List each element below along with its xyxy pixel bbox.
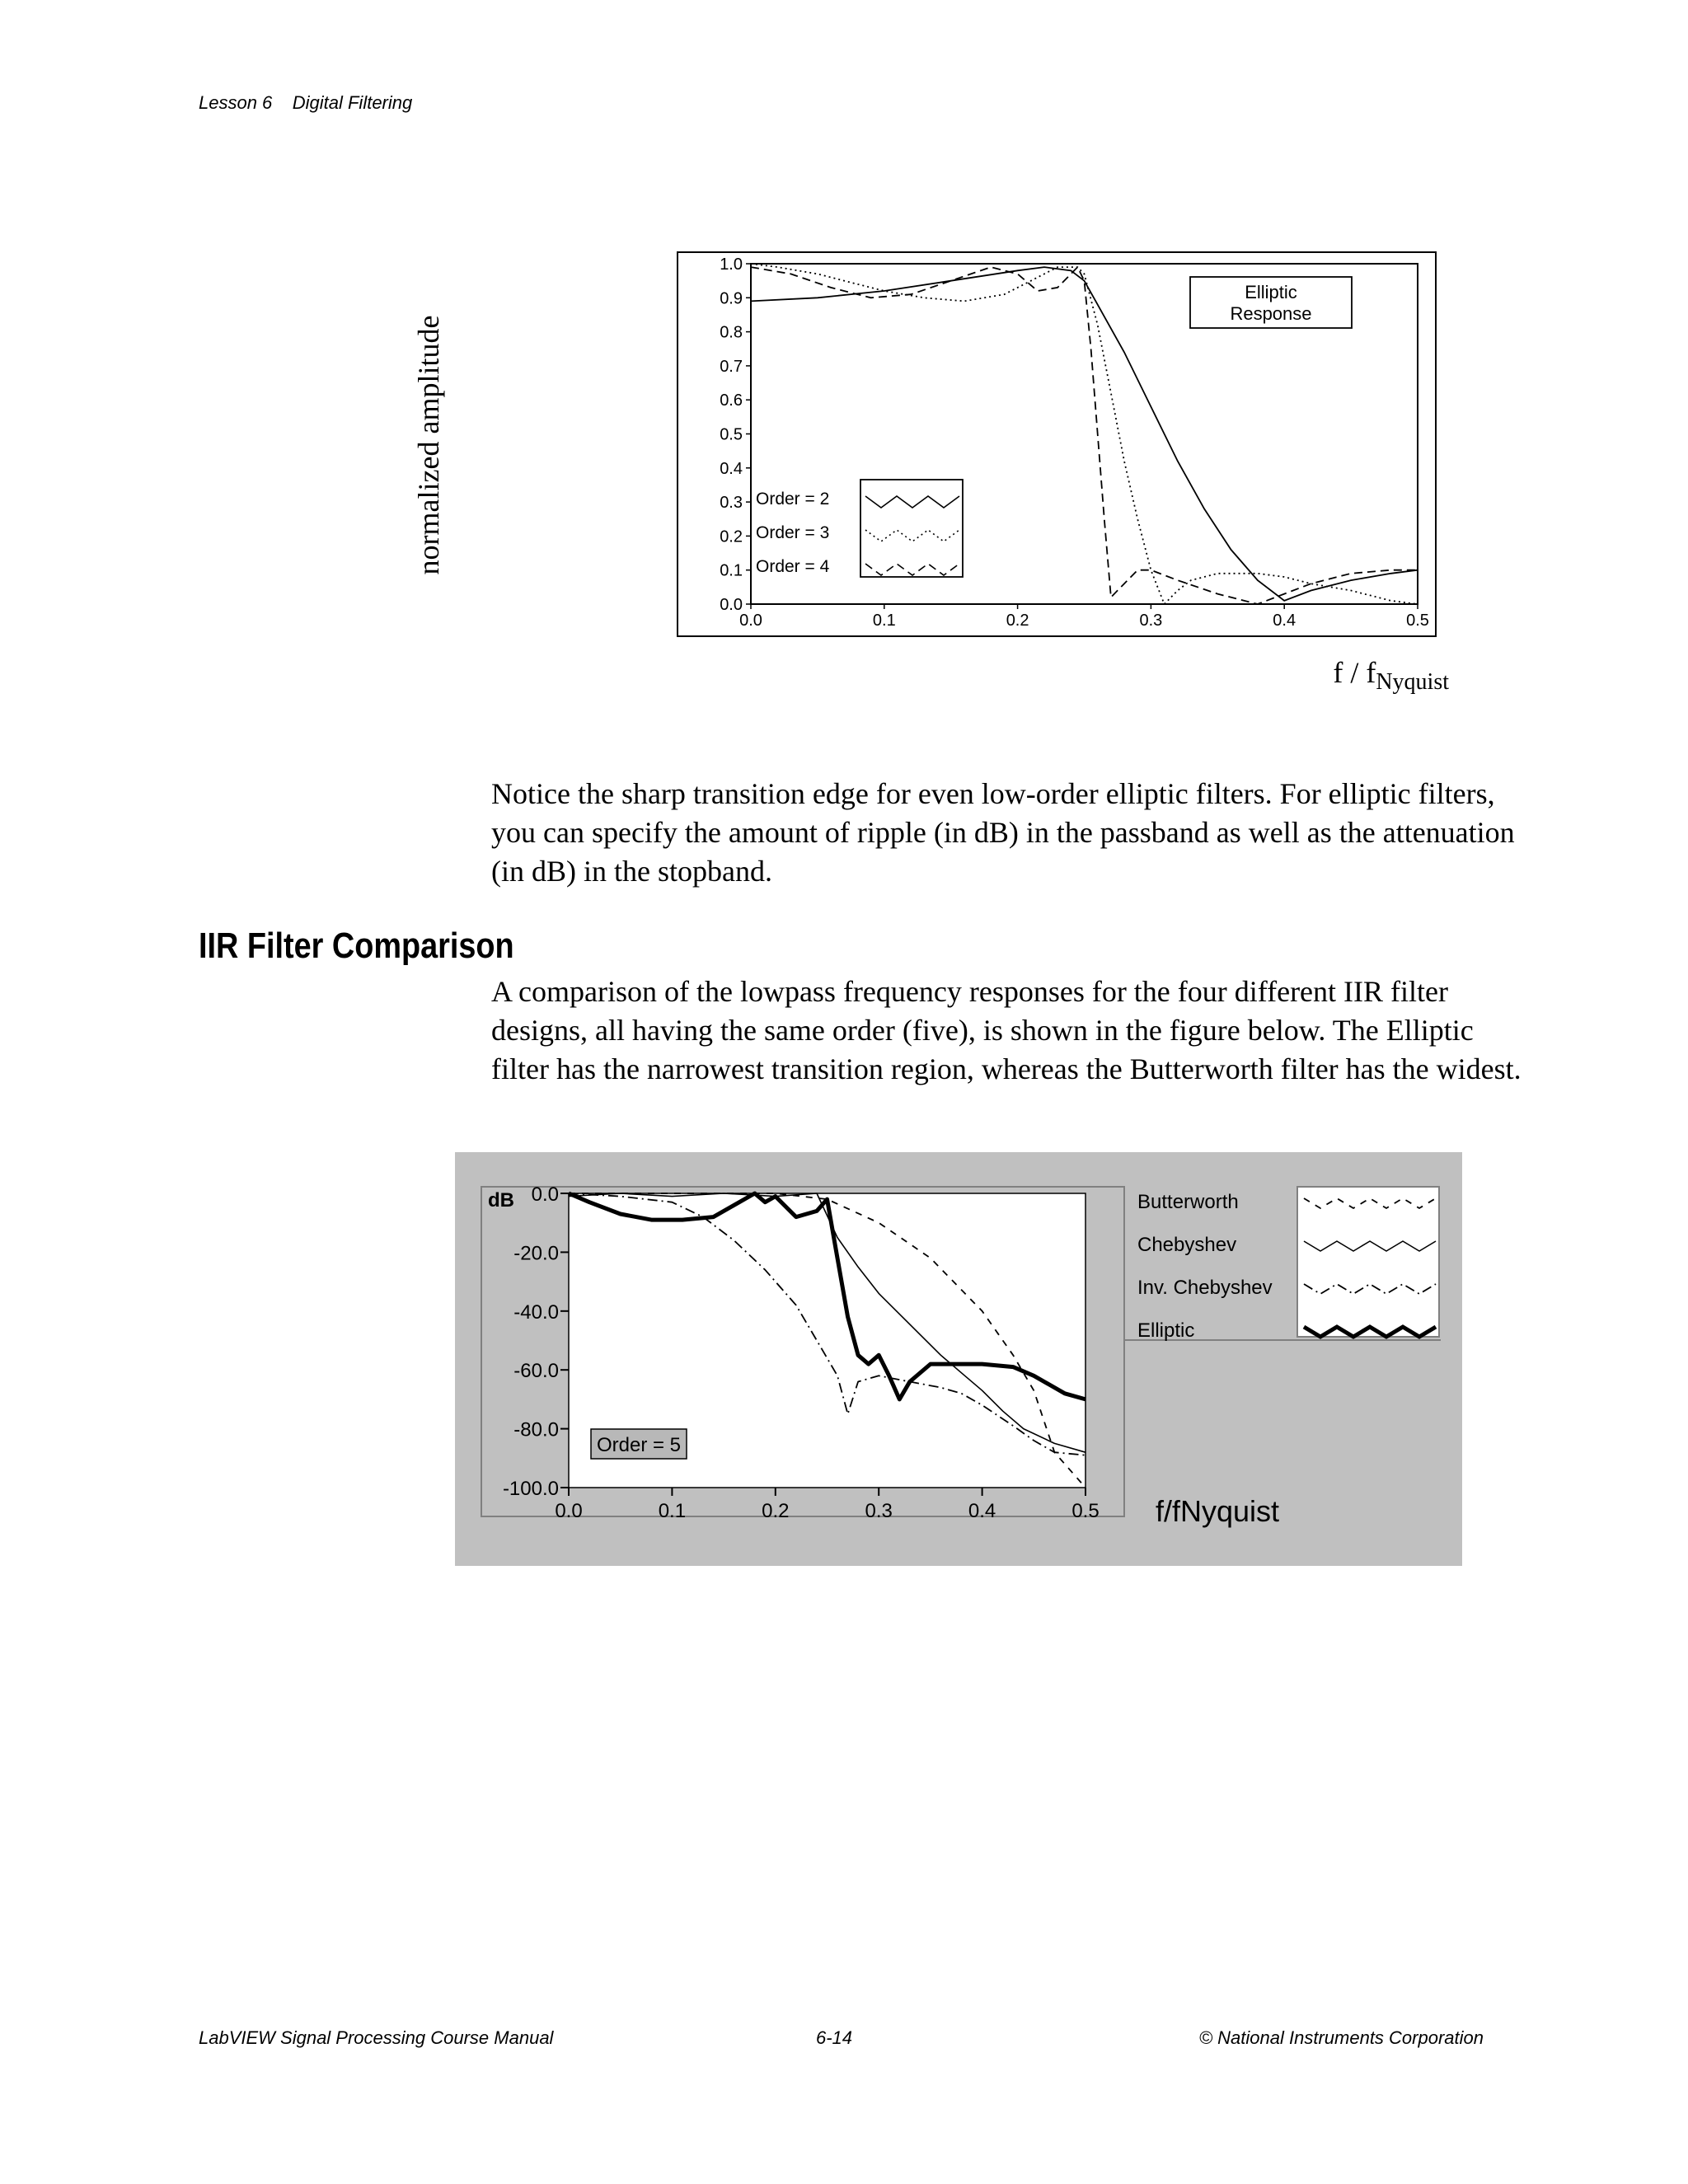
figure1-y-tick-label: 0.7 bbox=[720, 357, 743, 376]
figure2-legend-label: Inv. Chebyshev bbox=[1137, 1277, 1273, 1299]
figure2-y-tick-label: -80.0 bbox=[513, 1418, 559, 1441]
figure2-x-tick-label: 0.3 bbox=[865, 1500, 893, 1522]
figure2-x-tick-label: 0.0 bbox=[555, 1500, 583, 1522]
paragraph-elliptic-notice: Notice the sharp transition edge for even low-order elliptic filters. For elliptic filters, you can specify the amount of ripple (in dB) in the passband as well as the attenuation (in dB) in the stopband. bbox=[491, 777, 1515, 888]
footer-page-number: 6-14 bbox=[816, 2027, 853, 2048]
figure1-y-tick-label: 0.2 bbox=[720, 527, 743, 546]
figure2-y-tick-label: -40.0 bbox=[513, 1301, 559, 1324]
figure1-legend-label: Order = 4 bbox=[756, 557, 830, 576]
figure1-elliptic-response-chart bbox=[676, 247, 1459, 643]
figure1-y-tick-label: 0.6 bbox=[720, 391, 743, 410]
figure1-x-tick-label: 0.3 bbox=[1139, 612, 1163, 630]
figure2-y-tick-label: -20.0 bbox=[513, 1242, 559, 1265]
figure1-y-tick-label: 0.0 bbox=[720, 596, 743, 614]
figure1-title-line: Response bbox=[1230, 303, 1312, 324]
figure2-y-tick-label: -100.0 bbox=[502, 1478, 559, 1500]
figure2-legend-swatch-box bbox=[1297, 1187, 1439, 1337]
figure1-x-axis-label-main: f / f bbox=[1333, 656, 1376, 689]
figure1-x-tick-label: 0.0 bbox=[739, 612, 762, 630]
footer-copyright: © National Instruments Corporation bbox=[1198, 2027, 1484, 2048]
figure1-y-tick-label: 0.5 bbox=[720, 425, 743, 444]
paragraph-iir-comparison: A comparison of the lowpass frequency responses for the four different IIR filter designs, all having the same order (five), is shown in the figure below. The Elliptic filter has the narrowest transition region, whereas the Butterworth filter has the widest. bbox=[491, 975, 1522, 1085]
figure1-x-axis-label bbox=[1203, 655, 1449, 696]
figure2-y-tick-label: -60.0 bbox=[513, 1360, 559, 1383]
figure1-legend-box bbox=[860, 480, 963, 577]
figure2-x-tick-label: 0.5 bbox=[1071, 1500, 1100, 1522]
figure2-legend-label: Chebyshev bbox=[1137, 1234, 1237, 1256]
figure1-y-tick-label: 0.8 bbox=[720, 323, 743, 342]
figure1-x-tick-label: 0.1 bbox=[872, 612, 896, 630]
figure1-y-axis-label: normalized amplitude bbox=[412, 315, 445, 575]
figure2-order-annotation: Order = 5 bbox=[596, 1434, 682, 1456]
figure1-legend-label: Order = 2 bbox=[756, 490, 830, 509]
figure1-y-tick-label: 0.4 bbox=[720, 459, 743, 478]
figure2-x-axis-label: f/fNyquist bbox=[1156, 1494, 1280, 1528]
figure1-x-axis-label-sub: Nyquist bbox=[1376, 669, 1449, 695]
figure1-legend-label: Order = 3 bbox=[756, 523, 830, 542]
header-lesson: Lesson 6 bbox=[199, 92, 273, 113]
figure2-legend-label: Elliptic bbox=[1137, 1319, 1195, 1342]
figure1-y-tick-label: 0.9 bbox=[720, 289, 743, 308]
figure2-x-tick-label: 0.4 bbox=[968, 1500, 996, 1522]
figure1-x-tick-label: 0.4 bbox=[1273, 612, 1296, 630]
figure2-y-axis-label: dB bbox=[488, 1189, 514, 1212]
figure2-y-tick-label: 0.0 bbox=[531, 1183, 559, 1206]
figure2-legend-label: Butterworth bbox=[1137, 1191, 1239, 1213]
figure2-iir-comparison-chart bbox=[455, 1152, 1462, 1566]
figure1-y-tick-label: 1.0 bbox=[720, 255, 743, 274]
header-title: Digital Filtering bbox=[292, 92, 413, 113]
figure2-x-tick-label: 0.2 bbox=[762, 1500, 790, 1522]
figure1-title-line: Elliptic bbox=[1245, 282, 1297, 302]
figure1-x-tick-label: 0.5 bbox=[1406, 612, 1429, 630]
footer-manual-title: LabVIEW Signal Processing Course Manual bbox=[199, 2027, 554, 2048]
figure2-x-tick-label: 0.1 bbox=[658, 1500, 687, 1522]
figure1-y-tick-label: 0.1 bbox=[720, 561, 743, 580]
running-header bbox=[199, 92, 412, 114]
figure1-y-tick-label: 0.3 bbox=[720, 494, 743, 513]
section-heading-iir-comparison: IIR Filter Comparison bbox=[199, 926, 514, 966]
figure1-x-tick-label: 0.2 bbox=[1006, 612, 1029, 630]
